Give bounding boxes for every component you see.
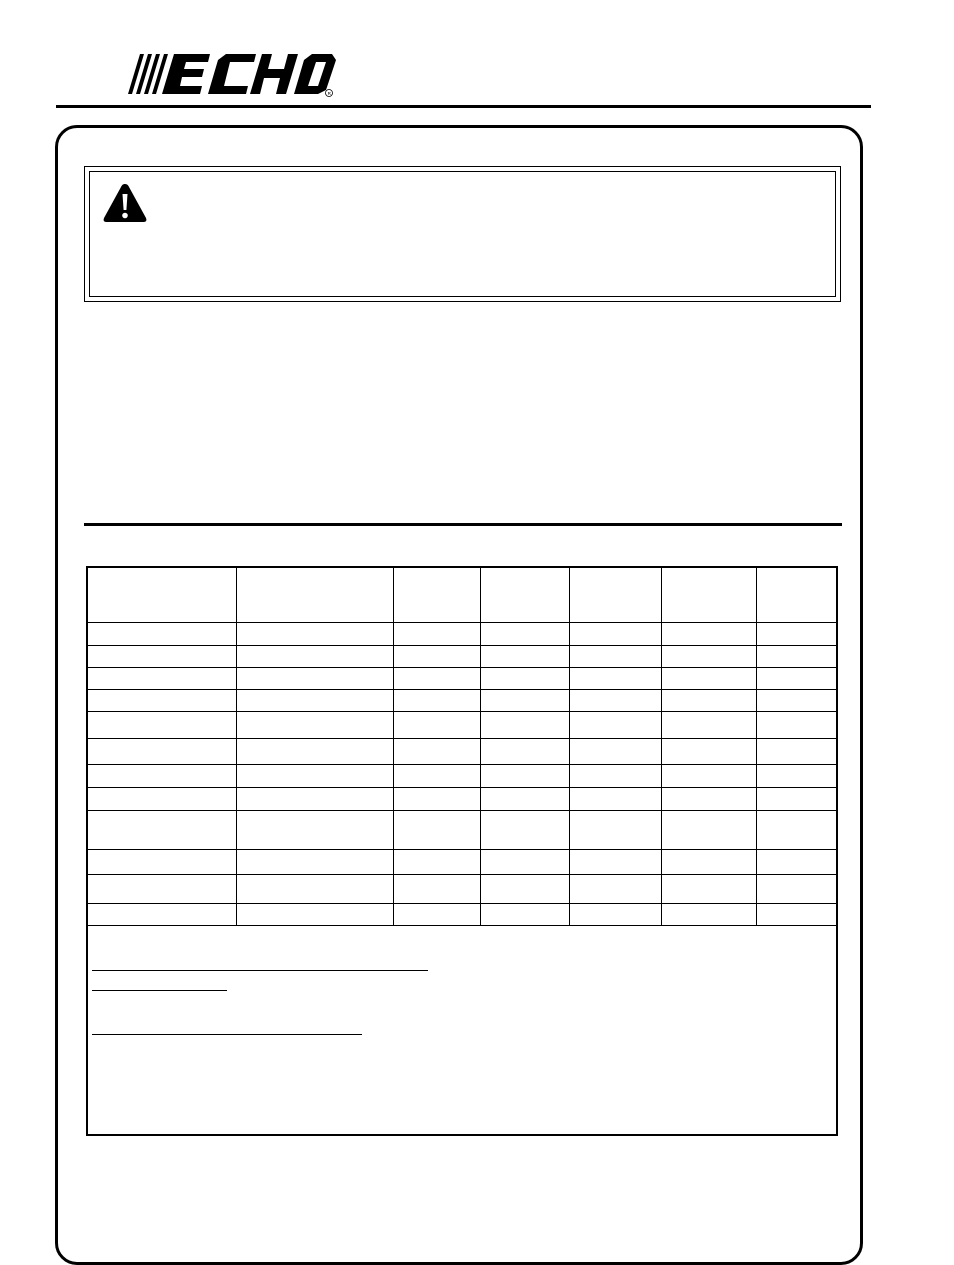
table-cell [88, 787, 236, 810]
table-cell [756, 738, 836, 764]
table-row [88, 849, 836, 874]
header-rule [56, 105, 871, 108]
table-cell [236, 903, 393, 925]
table-cell [756, 667, 836, 689]
table-cell [236, 622, 393, 645]
table-row [88, 622, 836, 645]
table-notes [88, 950, 836, 1134]
echo-logo [124, 50, 336, 98]
table-cell [480, 667, 569, 689]
table-row [88, 810, 836, 849]
table-cell [661, 622, 756, 645]
table-cell [88, 711, 236, 738]
table-cell [236, 787, 393, 810]
table-cell [88, 810, 236, 849]
table-header-cell [480, 568, 569, 622]
table-row [88, 764, 836, 787]
table-cell [393, 667, 480, 689]
table-cell [756, 622, 836, 645]
table-cell [480, 622, 569, 645]
table-cell [569, 711, 661, 738]
table-cell [661, 810, 756, 849]
table-row [88, 738, 836, 764]
table-cell [88, 764, 236, 787]
table-cell [569, 874, 661, 903]
table-cell [661, 903, 756, 925]
table-cell [88, 622, 236, 645]
table-cell [661, 667, 756, 689]
table-cell [236, 667, 393, 689]
svg-text:R: R [327, 91, 331, 96]
table-cell [661, 874, 756, 903]
table-cell [236, 738, 393, 764]
table-cell [661, 738, 756, 764]
table-cell [393, 622, 480, 645]
table-cell [88, 738, 236, 764]
table-header-cell [756, 568, 836, 622]
table-header-cell [393, 568, 480, 622]
table-cell [756, 645, 836, 667]
table-cell [756, 711, 836, 738]
table-row [88, 667, 836, 689]
spec-table [86, 566, 838, 1136]
table-cell [393, 787, 480, 810]
warning-box [84, 166, 841, 302]
table-cell [393, 849, 480, 874]
table-cell [236, 711, 393, 738]
table-cell [480, 903, 569, 925]
table-cell [236, 689, 393, 711]
table-row [88, 689, 836, 711]
table-cell [480, 738, 569, 764]
table-cell [569, 810, 661, 849]
table-row [88, 903, 836, 925]
section-rule [84, 523, 842, 526]
table-cell [88, 903, 236, 925]
table-cell [569, 787, 661, 810]
table-cell [480, 711, 569, 738]
table-cell [569, 764, 661, 787]
section-body-text [86, 330, 840, 510]
table-row [88, 787, 836, 810]
table-cell [393, 689, 480, 711]
note-underline [92, 970, 428, 971]
table-cell [236, 810, 393, 849]
table-cell [393, 738, 480, 764]
table-cell [480, 645, 569, 667]
table-cell [569, 689, 661, 711]
table-cell [756, 849, 836, 874]
table-cell [88, 689, 236, 711]
table-cell [756, 689, 836, 711]
table-cell [236, 849, 393, 874]
note-underline [92, 1034, 362, 1035]
warning-box-inner [89, 171, 836, 297]
table-cell [393, 711, 480, 738]
table-cell [393, 764, 480, 787]
table-cell [88, 849, 236, 874]
table-cell [661, 645, 756, 667]
table-cell [661, 711, 756, 738]
table-cell [661, 787, 756, 810]
table-cell [756, 810, 836, 849]
table-cell [661, 849, 756, 874]
table-cell [480, 689, 569, 711]
table-header-cell [236, 568, 393, 622]
table-cell [480, 764, 569, 787]
table-cell [569, 849, 661, 874]
table-header-cell [88, 568, 236, 622]
table-cell [480, 810, 569, 849]
table-cell [480, 849, 569, 874]
table-cell [756, 874, 836, 903]
table-cell [88, 667, 236, 689]
table-row [88, 711, 836, 738]
table-row [88, 874, 836, 903]
table-cell [661, 689, 756, 711]
table-header-row [88, 568, 836, 622]
table-header-cell [661, 568, 756, 622]
table-cell [569, 667, 661, 689]
table-cell [393, 810, 480, 849]
table-cell [569, 645, 661, 667]
note-underline [92, 990, 227, 991]
table-cell [236, 645, 393, 667]
table-cell [569, 903, 661, 925]
table-cell [756, 787, 836, 810]
table-row [88, 645, 836, 667]
table-cell [393, 903, 480, 925]
table-cell [569, 738, 661, 764]
table-cell [393, 645, 480, 667]
table-cell [569, 622, 661, 645]
table-header-cell [569, 568, 661, 622]
table-cell [88, 874, 236, 903]
warning-triangle-icon [102, 182, 148, 224]
table-cell [756, 903, 836, 925]
table-cell [480, 787, 569, 810]
table-cell [480, 874, 569, 903]
table-cell [236, 874, 393, 903]
table-cell [236, 764, 393, 787]
table-cell [661, 764, 756, 787]
table-cell [88, 645, 236, 667]
table-cell [756, 764, 836, 787]
table-cell [393, 874, 480, 903]
